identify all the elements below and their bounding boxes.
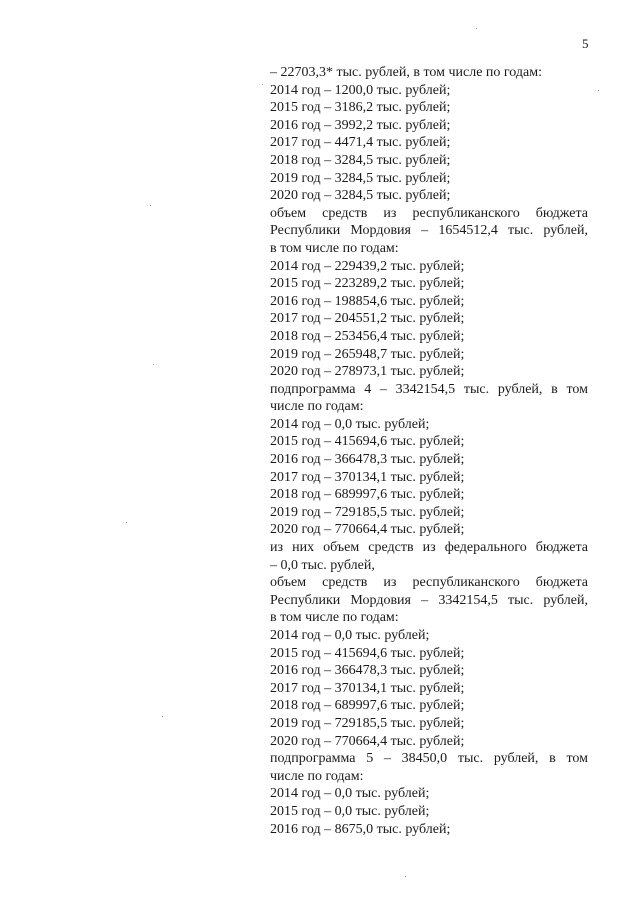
text-line: объем средств из республиканского бюджета — [270, 205, 588, 221]
text-line: 2014 год – 0,0 тыс. рублей; — [270, 416, 430, 432]
text-line: 2014 год – 1200,0 тыс. рублей; — [270, 82, 451, 98]
text-line: 2016 год – 366478,3 тыс. рублей; — [270, 663, 465, 679]
text-line: 2020 год – 278973,1 тыс. рублей; — [270, 364, 465, 380]
text-line: 2019 год – 729185,5 тыс. рублей; — [270, 715, 465, 731]
page-number: 5 — [582, 36, 589, 51]
document-body — [270, 64, 588, 838]
scan-speck — [153, 364, 154, 365]
scan-speck — [262, 84, 263, 85]
text-line: 2018 год – 253456,4 тыс. рублей; — [270, 328, 465, 344]
text-line: 2015 год – 3186,2 тыс. рублей; — [270, 100, 451, 116]
text-line: объем средств из республиканского бюджета — [270, 575, 588, 591]
text-line: 2014 год – 229439,2 тыс. рублей; — [270, 258, 465, 274]
text-line: 2018 год – 3284,5 тыс. рублей; — [270, 152, 451, 168]
text-line: 2015 год – 415694,6 тыс. рублей; — [270, 434, 465, 450]
text-line: 2018 год – 689997,6 тыс. рублей; — [270, 698, 465, 714]
text-line: 2017 год – 4471,4 тыс. рублей; — [270, 135, 451, 151]
text-line: Республики Мордовия – 1654512,4 тыс. рублей, — [270, 223, 588, 239]
text-line: 2015 год – 0,0 тыс. рублей; — [270, 803, 430, 819]
text-line: 2017 год – 204551,2 тыс. рублей; — [270, 311, 465, 327]
text-line: подпрограмма 5 – 38450,0 тыс. рублей, в том — [270, 751, 588, 767]
scan-speck — [476, 28, 477, 29]
text-line: 2017 год – 370134,1 тыс. рублей; — [270, 469, 465, 485]
text-line: в том числе по годам: — [270, 240, 399, 256]
text-line: – 22703,3* тыс. рублей, в том числе по годам: — [270, 65, 542, 80]
text-line: числе по годам: — [270, 399, 364, 415]
text-line: 2020 год – 770664,4 тыс. рублей; — [270, 522, 465, 538]
text-line: подпрограмма 4 – 3342154,5 тыс. рублей, в том — [270, 381, 588, 397]
scan-speck — [150, 205, 151, 206]
text-line: 2016 год – 8675,0 тыс. рублей; — [270, 821, 451, 837]
text-line: 2016 год – 198854,6 тыс. рублей; — [270, 293, 465, 309]
text-line: 2014 год – 0,0 тыс. рублей; — [270, 628, 430, 643]
text-line: из них объем средств из федерального бюджета — [270, 540, 588, 556]
text-line: 2020 год – 770664,4 тыс. рублей; — [270, 733, 465, 749]
scan-speck — [405, 876, 406, 877]
text-line: 2014 год – 0,0 тыс. рублей; — [270, 786, 430, 802]
text-line: 2018 год – 689997,6 тыс. рублей; — [270, 487, 465, 503]
text-line: – 0,0 тыс. рублей, — [270, 557, 375, 573]
text-line: Республики Мордовия – 3342154,5 тыс. рублей, — [270, 592, 588, 608]
text-line: 2019 год – 265948,7 тыс. рублей; — [270, 346, 465, 362]
text-line: 2019 год – 3284,5 тыс. рублей; — [270, 170, 451, 186]
text-line: 2017 год – 370134,1 тыс. рублей; — [270, 680, 465, 696]
scan-speck — [162, 716, 163, 717]
text-line: 2019 год – 729185,5 тыс. рублей; — [270, 504, 465, 520]
text-line: 2015 год – 415694,6 тыс. рублей; — [270, 645, 465, 661]
text-line: 2015 год – 223289,2 тыс. рублей; — [270, 276, 465, 292]
text-line: числе по годам: — [270, 768, 364, 784]
scan-speck — [126, 522, 127, 523]
scan-speck — [598, 90, 599, 91]
text-line: в том числе по годам: — [270, 610, 399, 626]
text-line: 2020 год – 3284,5 тыс. рублей; — [270, 188, 451, 204]
text-line: 2016 год – 366478,3 тыс. рублей; — [270, 452, 465, 468]
text-line: 2016 год – 3992,2 тыс. рублей; — [270, 117, 451, 133]
